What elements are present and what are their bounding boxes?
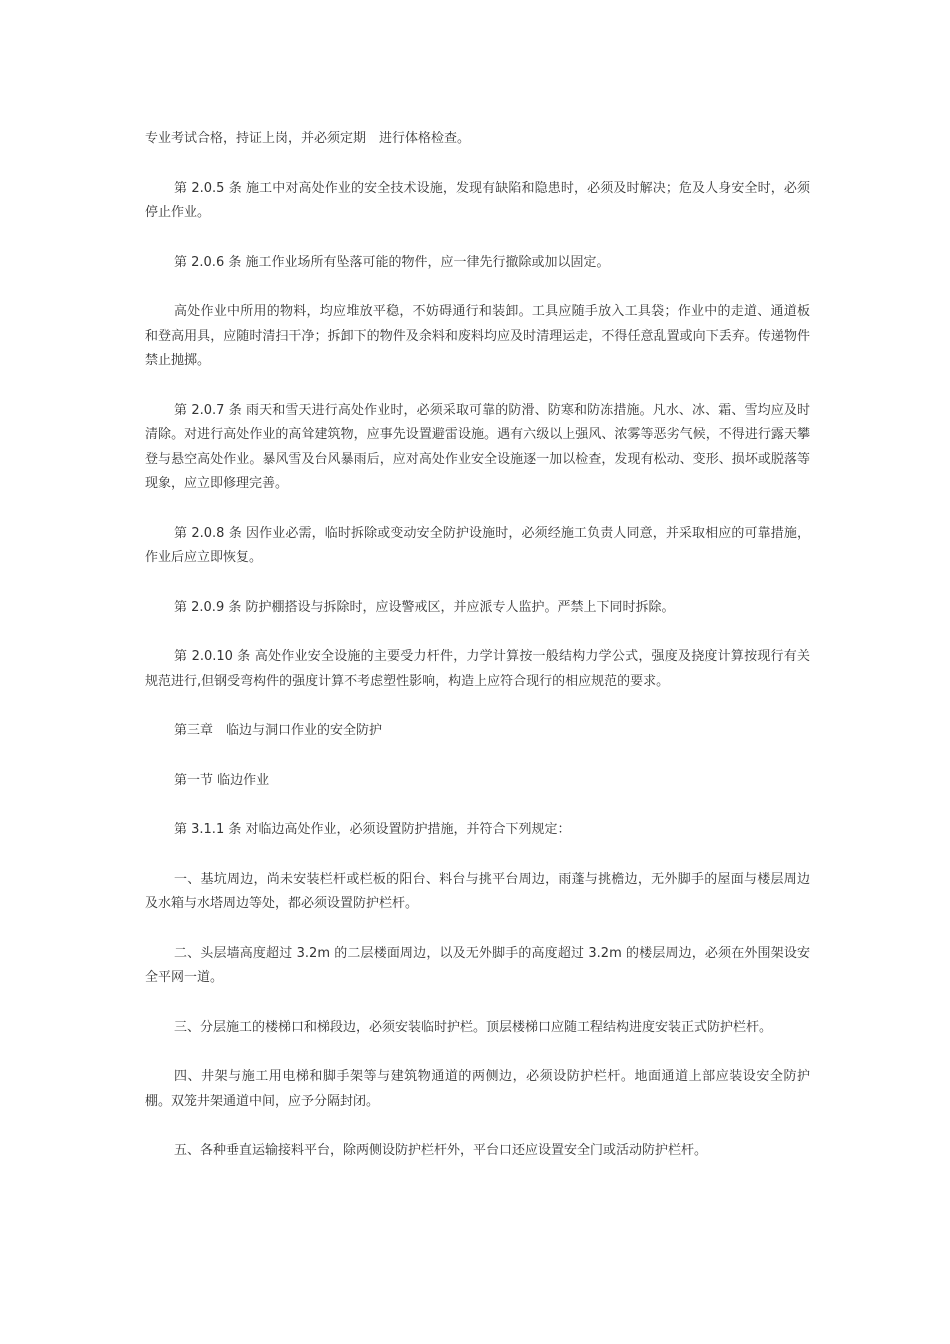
section-heading: 第一节 临边作业	[174, 772, 270, 788]
paragraph-article-3-1-1: 第 3.1.1 条 对临边高处作业，必须设置防护措施，并符合下列规定：	[174, 822, 571, 837]
document-body	[145, 127, 810, 1189]
paragraph-article-2-0-10: 第 2.0.10 条 高处作业安全设施的主要受力杆件，力学计算按一般结构力学公式，强度及挠度计算按现行有关规范进行,但钢受弯构件的强度计算不考虑塑性影响，构造上应符合现行的相应规范的要求。	[145, 649, 810, 689]
paragraph-article-2-0-5: 第 2.0.5 条 施工中对高处作业的安全技术设施，发现有缺陷和隐患时，必须及时解决；危及人身安全时，必须停止作业。	[145, 180, 810, 220]
list-item-3: 三、分层施工的楼梯口和梯段边，必须安装临时护栏。顶层楼梯口应随工程结构进度安装正式防护栏杆。	[174, 1019, 773, 1035]
list-item-4: 四、井架与施工用电梯和脚手架等与建筑物通道的两侧边，必须设防护栏杆。地面通道上部应装设安全防护棚。双笼井架通道中间，应予分隔封闭。	[145, 1069, 810, 1109]
list-item-5: 五、各种垂直运输接料平台，除两侧设防护栏杆外，平台口还应设置安全门或活动防护栏杆。	[174, 1143, 708, 1158]
chapter-heading: 第三章 临边与洞口作业的安全防护	[174, 723, 383, 738]
list-item-1: 一、基坑周边，尚未安装栏杆或栏板的阳台、料台与挑平台周边，雨蓬与挑檐边，无外脚手的屋面与楼层周边及水箱与水塔周边等处，都必须设置防护栏杆。	[145, 871, 810, 911]
paragraph-article-2-0-9: 第 2.0.9 条 防护棚搭设与拆除时，应设警戒区，并应派专人监护。严禁上下同时拆除。	[174, 599, 675, 615]
paragraph-article-2-0-7: 第 2.0.7 条 雨天和雪天进行高处作业时，必须采取可靠的防滑、防寒和防冻措施。凡水、冰、霜、雪均应及时清除。对进行高处作业的高耸建筑物，应事先设置避雷设施。遇有六级以上强风、浓雾等恶劣气候，不得进行露天攀登与悬空高处作业。暴风雪及台风暴雨后，应对高处作业安全设施逐一加以检查，发现有松动、变形、损坏或脱落等现象，应立即修理完善。	[145, 402, 810, 491]
paragraph-materials: 高处作业中所用的物料，均应堆放平稳，不妨碍通行和装卸。工具应随手放入工具袋；作业中的走道、通道板和登高用具，应随时清扫干净；拆卸下的物件及余料和废料均应及时清理运走，不得任意乱置或向下丢弃。传递物件禁止抛掷。	[145, 304, 810, 368]
paragraph-article-2-0-8: 第 2.0.8 条 因作业必需，临时拆除或变动安全防护设施时，必须经施工负责人同意，并采取相应的可靠措施，作业后应立即恢复。	[145, 525, 810, 565]
paragraph-article-2-0-6: 第 2.0.6 条 施工作业场所有坠落可能的物件，应一律先行撤除或加以固定。	[174, 254, 610, 270]
list-item-2: 二、头层墙高度超过 3.2m 的二层楼面周边，以及无外脚手的高度超过 3.2m 的楼层周边，必须在外围架设安全平网一道。	[145, 945, 810, 985]
paragraph-continuation: 专业考试合格，持证上岗，并必须定期 进行体格检查。	[145, 131, 471, 146]
